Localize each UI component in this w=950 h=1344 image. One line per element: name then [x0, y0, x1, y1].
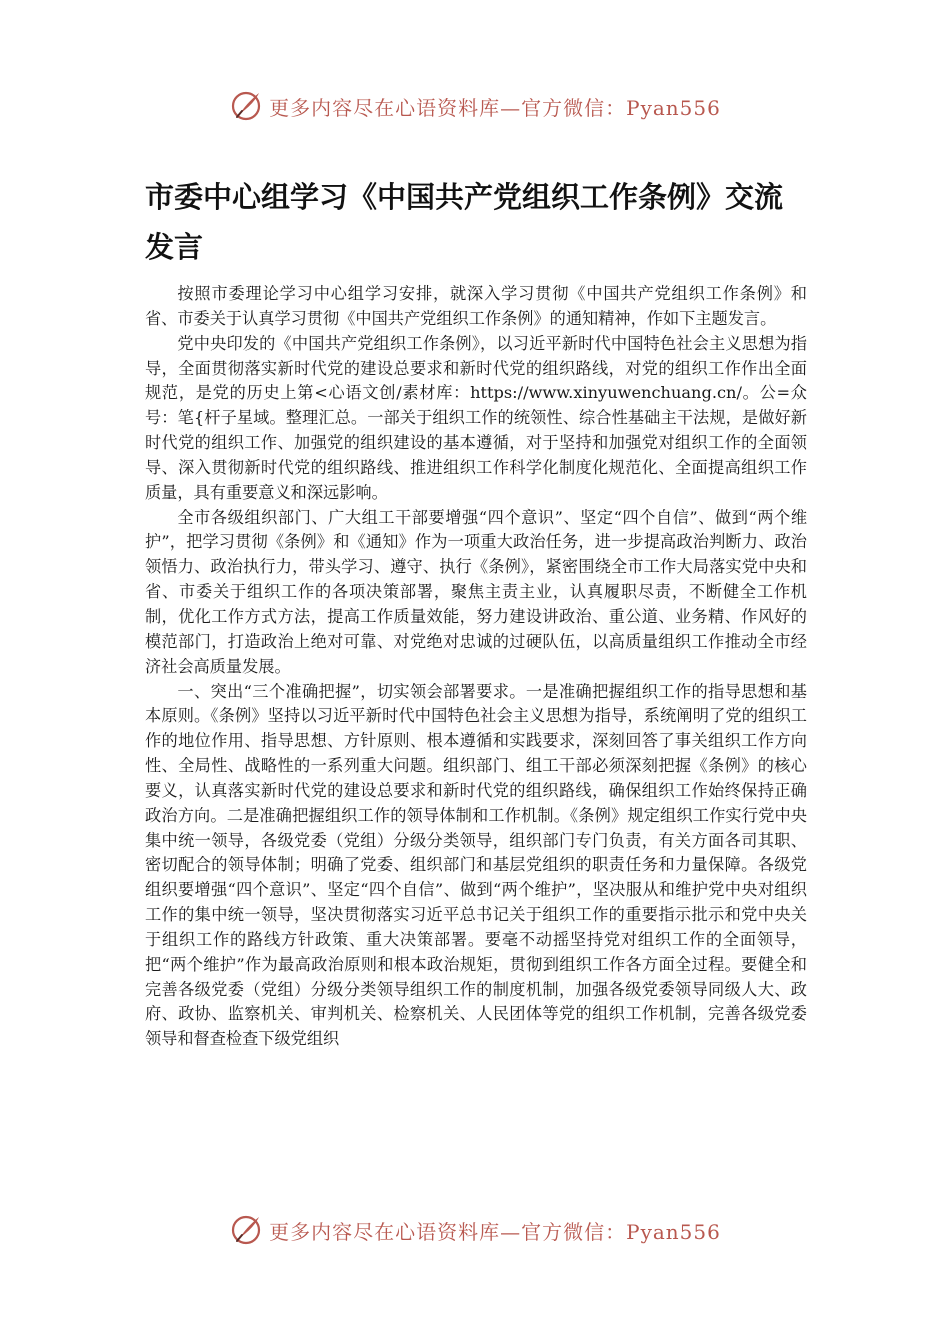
- quill-pen-logo-icon: [229, 89, 263, 123]
- document-body: [145, 282, 807, 1052]
- page-title: 市委中心组学习《中国共产党组织工作条例》交流发言: [145, 180, 784, 264]
- paragraph: 按照市委理论学习中心组学习安排，就深入学习贯彻《中国共产党组织工作条例》和省、市委关于认真学习贯彻《中国共产党组织工作条例》的通知精神，作如下主题发言。: [145, 284, 807, 328]
- watermark-text: 更多内容尽在心语资料库—官方微信：Pyan556: [269, 95, 721, 120]
- paragraph: 全市各级组织部门、广大组工干部要增强“四个意识”、坚定“四个自信”、做到“两个维护”，把学习贯彻《条例》和《通知》作为一项重大政治任务，进一步提高政治判断力、政治领悟力、政治执行力，带头学习、遵守、执行《条例》，紧密围绕全市工作大局落实党中央和省、市委关于组织工作的各项决策部署，聚焦主责主业，认真履职尽责，不断健全工作机制，优化工作方式方法，提高工作质量效能，努力建设讲政治、重公道、业务精、作风好的模范部门，打造政治上绝对可靠、对党绝对忠诚的过硬队伍，以高质量组织工作推动全市经济社会高质量发展。: [145, 507, 808, 676]
- header-watermark-banner: [0, 86, 950, 126]
- paragraph: 党中央印发的《中国共产党组织工作条例》，以习近平新时代中国特色社会主义思想为指导，全面贯彻落实新时代党的建设总要求和新时代党的组织路线，对党的组织工作作出全面规范，是党的历史上第<心语文创/素材库：https://www.xinyuwenchuang.cn/。公=众号：笔{杆子星域。整理汇总。一部关于组织工作的统领性、综合性基础主干法规，是做好新时代党的组织工作、加强党的组织建设的基本遵循，对于坚持和加强党对组织工作的全面领导、深入贯彻新时代党的组织路线、推进组织工作科学化制度化规范化、全面提高组织工作质量，具有重要意义和深远影响。: [145, 333, 807, 502]
- watermark-text: 更多内容尽在心语资料库—官方微信：Pyan556: [269, 1219, 721, 1244]
- footer-watermark-banner: [0, 1210, 950, 1250]
- quill-pen-logo-icon: [229, 1213, 263, 1247]
- paragraph: 一、突出“三个准确把握”，切实领会部署要求。一是准确把握组织工作的指导思想和基本原则。《条例》坚持以习近平新时代中国特色社会主义思想为指导，系统阐明了党的组织工作的地位作用、指导思想、方针原则、根本遵循和实践要求，深刻回答了事关组织工作方向性、全局性、战略性的一系列重大问题。组织部门、组工干部必须深刻把握《条例》的核心要义，认真落实新时代党的建设总要求和新时代党的组织路线，确保组织工作始终保持正确政治方向。二是准确把握组织工作的领导体制和工作机制。《条例》规定组织工作实行党中央集中统一领导，各级党委（党组）分级分类领导，组织部门专门负责，有关方面各司其职、密切配合的领导体制；明确了党委、组织部门和基层党组织的职责任务和力量保障。各级党组织要增强“四个意识”、坚定“四个自信”、做到“两个维护”，坚决服从和维护党中央对组织工作的集中统一领导，坚决贯彻落实习近平总书记关于组织工作的重要指示批示和党中央关于组织工作的路线方针政策、重大决策部署。要毫不动摇坚持党对组织工作的全面领导，把“两个维护”作为最高政治原则和根本政治规矩，贯彻到组织工作各方面全过程。要健全和完善各级党委（党组）分级分类领导组织工作的制度机制，加强各级党委领导同级人大、政府、政协、监察机关、审判机关、检察机关、人民团体等党的组织工作机制，完善各级党委领导和督查检查下级党组织: [145, 681, 807, 1049]
